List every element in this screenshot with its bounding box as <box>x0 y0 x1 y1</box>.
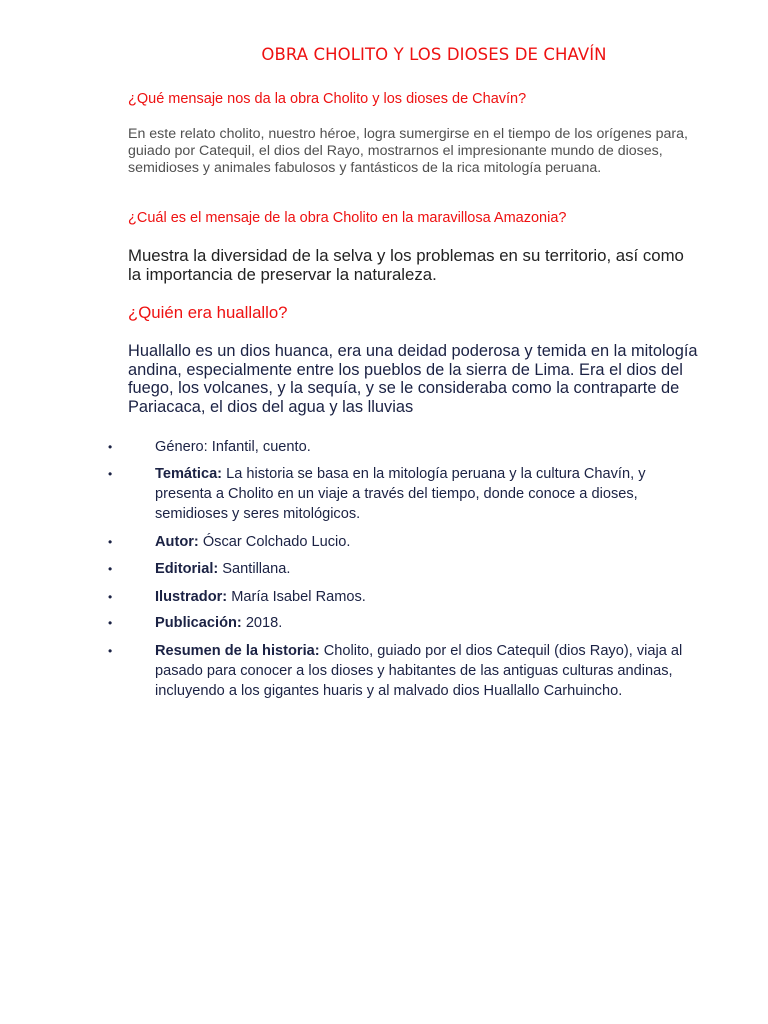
bullet-icon: • <box>108 644 113 658</box>
detail-label: Editorial: <box>155 561 219 577</box>
answer-huallallo: Huallallo es un dios huanca, era una deidad poderosa y temida en la mitología andina, especialmente entre los pueblos de la sierra de Lima. Era el dios del fuego, los volcanes, y la sequía, y se le consideraba como la contraparte de Pariacaca, el dios del agua y las lluvias <box>128 342 698 416</box>
detail-value: Género: Infantil, cuento. <box>155 439 311 455</box>
answer-amazonia: Muestra la diversidad de la selva y los problemas en su territorio, así como la importancia de preservar la naturaleza. <box>128 246 684 284</box>
detail-text <box>155 437 700 457</box>
detail-value: Santillana. <box>218 561 291 577</box>
detail-label: Ilustrador: <box>155 589 228 605</box>
detail-text <box>155 587 700 607</box>
bullet-icon: • <box>108 562 113 576</box>
bullet-icon: • <box>108 467 113 481</box>
detail-label: Autor: <box>155 534 199 550</box>
detail-value: Óscar Colchado Lucio. <box>198 534 351 550</box>
detail-value: La historia se basa en la mitología peruana y la cultura Chavín, y presenta a Cholito en un viaje a través del tiempo, donde conoce a dioses, semidioses y seres mitológicos. <box>155 466 646 522</box>
question-amazonia: ¿Cuál es el mensaje de la obra Cholito en la maravillosa Amazonia? <box>128 210 567 226</box>
bullet-icon: • <box>108 616 113 630</box>
answer-message: En este relato cholito, nuestro héroe, logra sumergirse en el tiempo de los orígenes para, guiado por Catequil, el dios del Rayo, mostrarnos el impresionante mundo de dioses, semidioses y animales fabulosos y fantásticos de la rica mitología peruana. <box>128 126 688 176</box>
detail-value: Cholito, guiado por el dios Catequil (dios Rayo), viaja al pasado para conocer a los dioses y habitantes de las antiguas culturas andinas, incluyendo a los gigantes huaris y al malvado dios Huallallo Carhuincho. <box>155 643 683 699</box>
detail-value: María Isabel Ramos. <box>227 589 366 605</box>
detail-text <box>155 613 700 633</box>
detail-label: Resumen de la historia: <box>155 643 320 659</box>
document-title: OBRA CHOLITO Y LOS DIOSES DE CHAVÍN <box>261 45 607 64</box>
question-message: ¿Qué mensaje nos da la obra Cholito y los dioses de Chavín? <box>128 91 527 107</box>
bullet-icon: • <box>108 590 113 604</box>
question-huallallo: ¿Quién era huallallo? <box>128 303 288 322</box>
detail-text <box>155 559 700 579</box>
detail-label: Temática: <box>155 466 223 482</box>
detail-label: Publicación: <box>155 615 242 631</box>
detail-value: 2018. <box>241 615 283 631</box>
detail-text <box>155 641 700 701</box>
detail-text <box>155 532 700 552</box>
bullet-icon: • <box>108 535 113 549</box>
bullet-icon: • <box>108 440 113 454</box>
detail-text <box>155 464 700 524</box>
